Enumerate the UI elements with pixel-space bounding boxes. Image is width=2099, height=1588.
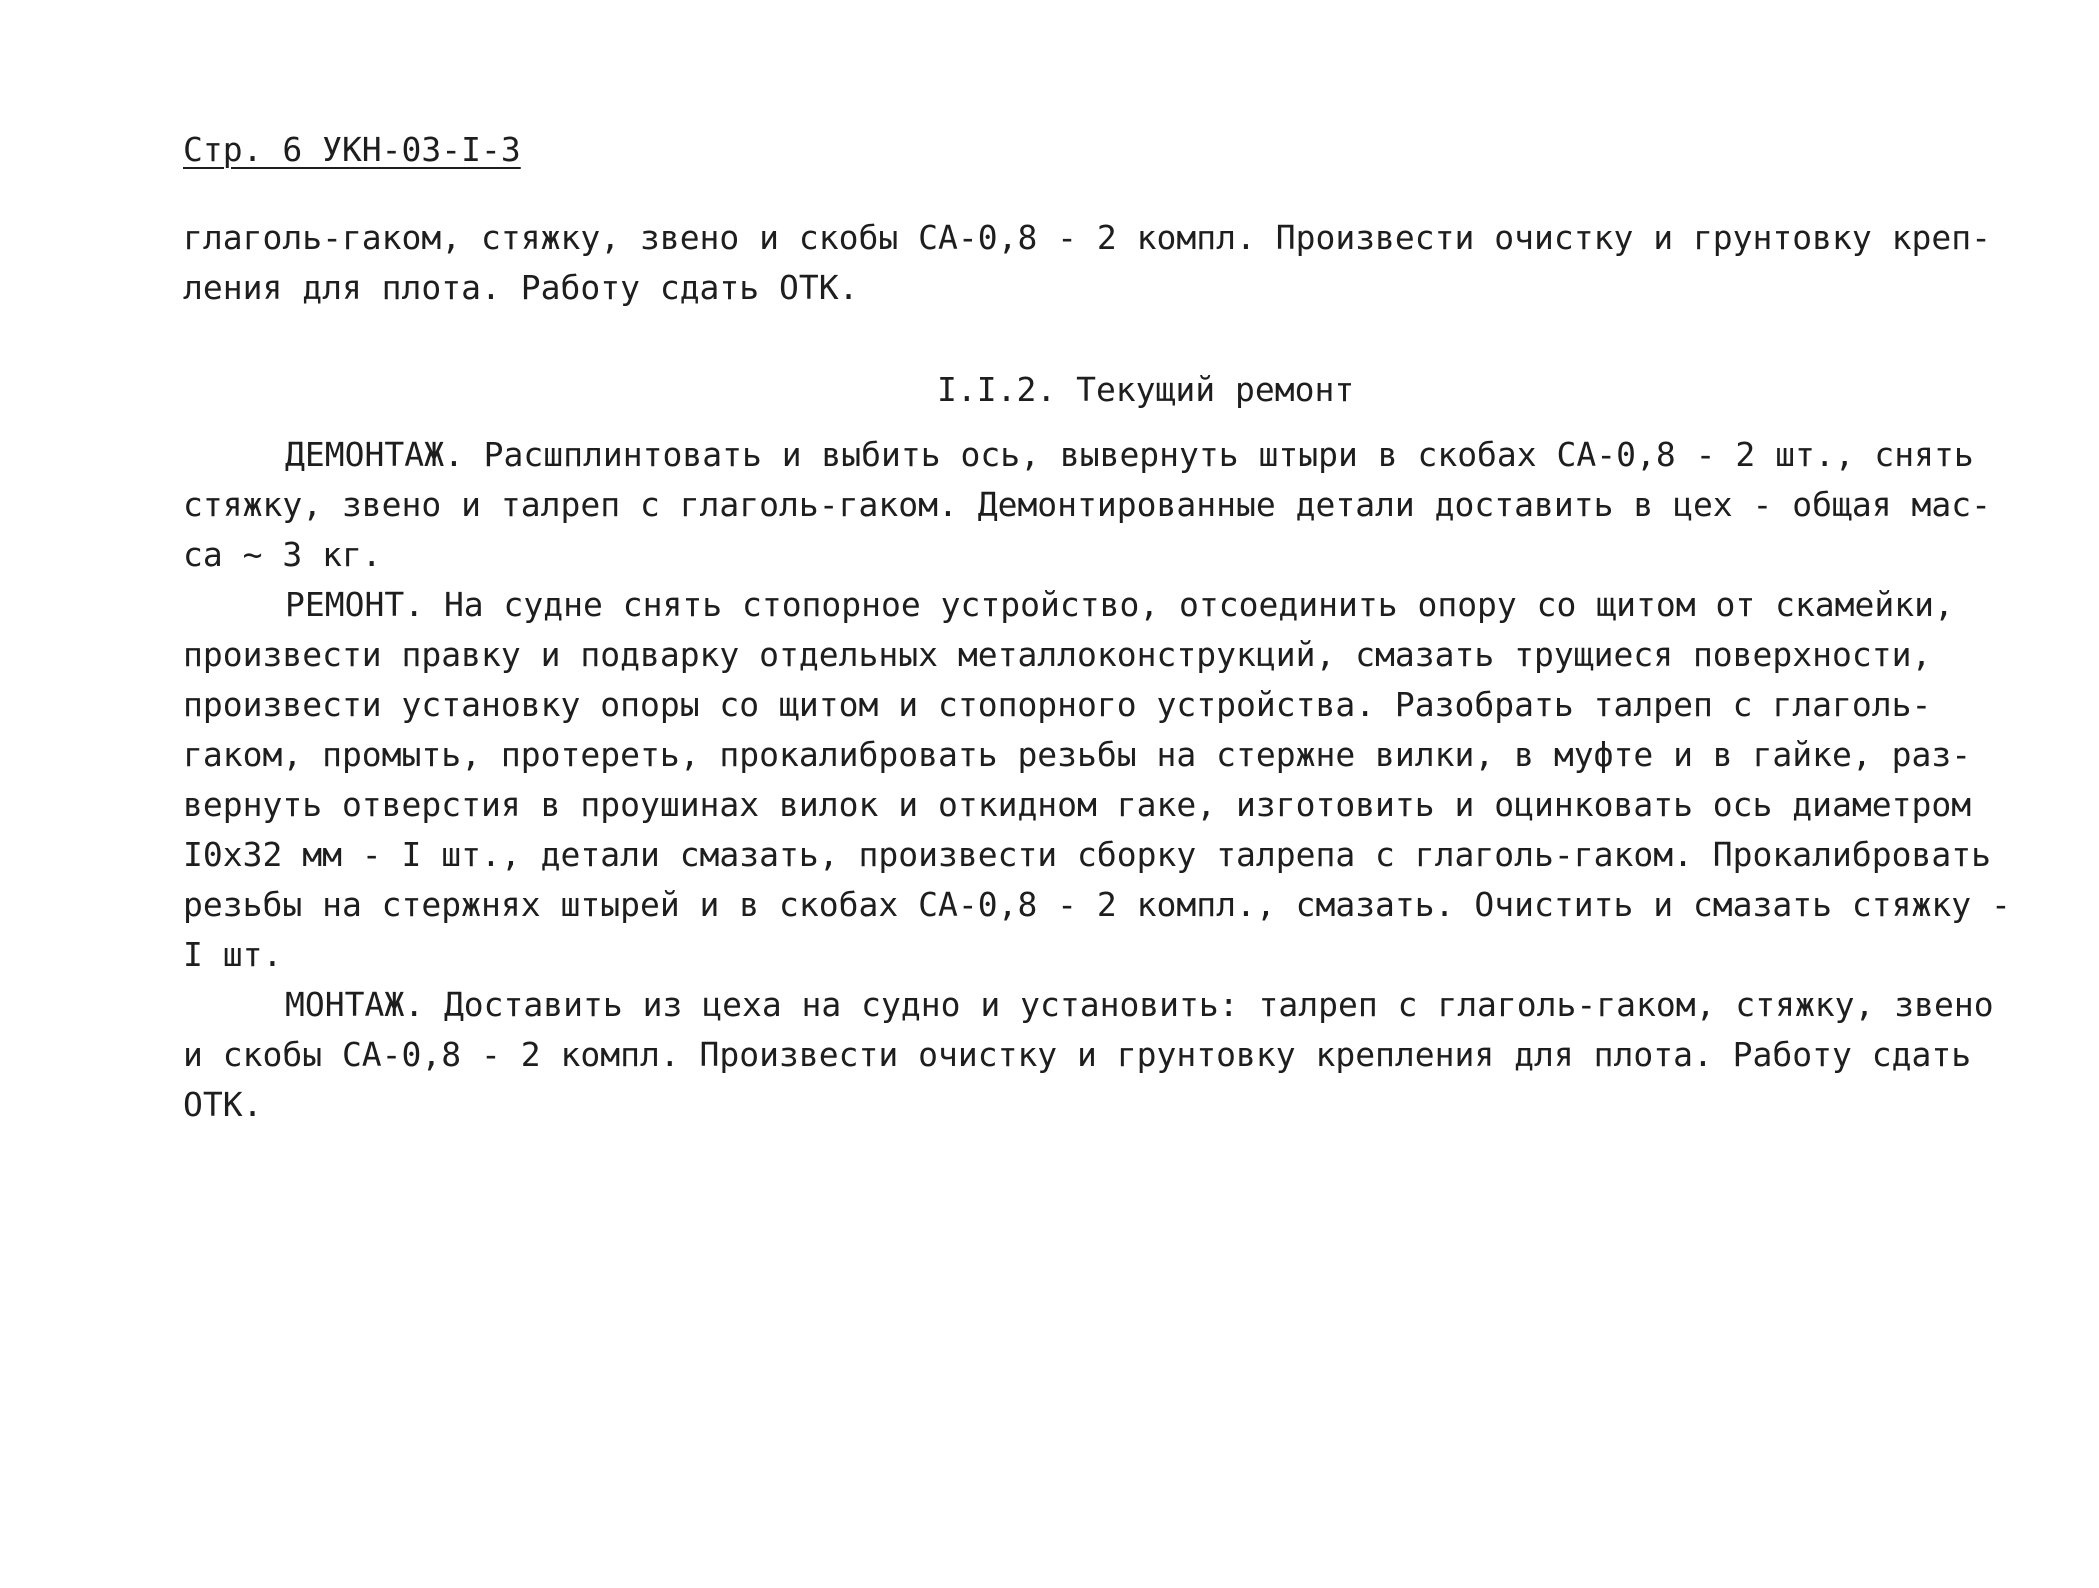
text-line: I шт. — [183, 935, 283, 974]
text-line: МОНТАЖ. Доставить из цеха на судно и установить: талреп с глаголь-гаком, стяжку, звено — [285, 985, 1994, 1024]
text-line: ОТК. — [183, 1085, 263, 1124]
page-header: Стр. 6 УКН-03-I-3 — [183, 130, 521, 169]
text-line: стяжку, звено и талреп с глаголь-гаком. Демонтированные детали доставить в цех - общая мас- — [183, 485, 1991, 524]
text-line: произвести установку опоры со щитом и стопорного устройства. Разобрать талреп с глаголь- — [183, 685, 1932, 724]
section-heading: I.I.2. Текущий ремонт — [937, 370, 1355, 409]
text-line: гаком, промыть, протереть, прокалибровать резьбы на стержне вилки, в муфте и в гайке, раз- — [183, 735, 1972, 774]
text-line: произвести правку и подварку отдельных металлоконструкций, смазать трущиеся поверхности, — [183, 635, 1932, 674]
text-line: глаголь-гаком, стяжку, звено и скобы СА-0,8 - 2 компл. Произвести очистку и грунтовку креп- — [183, 218, 1991, 257]
text-line: ДЕМОНТАЖ. Расшплинтовать и выбить ось, вывернуть штыри в скобах СА-0,8 - 2 шт., снять — [285, 435, 1974, 474]
text-line: РЕМОНТ. На судне снять стопорное устройство, отсоединить опору со щитом от скамейки, — [285, 585, 1954, 624]
text-line: и скобы СА-0,8 - 2 компл. Произвести очистку и грунтовку крепления для плота. Работу сдать — [183, 1035, 1972, 1074]
text-line: I0x32 мм - I шт., детали смазать, произвести сборку талрепа с глаголь-гаком. Прокалибровать — [183, 835, 1991, 874]
text-line: вернуть отверстия в проушинах вилок и откидном гаке, изготовить и оцинковать ось диаметром — [183, 785, 1972, 824]
text-line: резьбы на стержнях штырей и в скобах СА-0,8 - 2 компл., смазать. Очистить и смазать стяжку - — [183, 885, 2011, 924]
text-line: са ~ 3 кг. — [183, 535, 382, 574]
text-line: ления для плота. Работу сдать ОТК. — [183, 268, 859, 307]
